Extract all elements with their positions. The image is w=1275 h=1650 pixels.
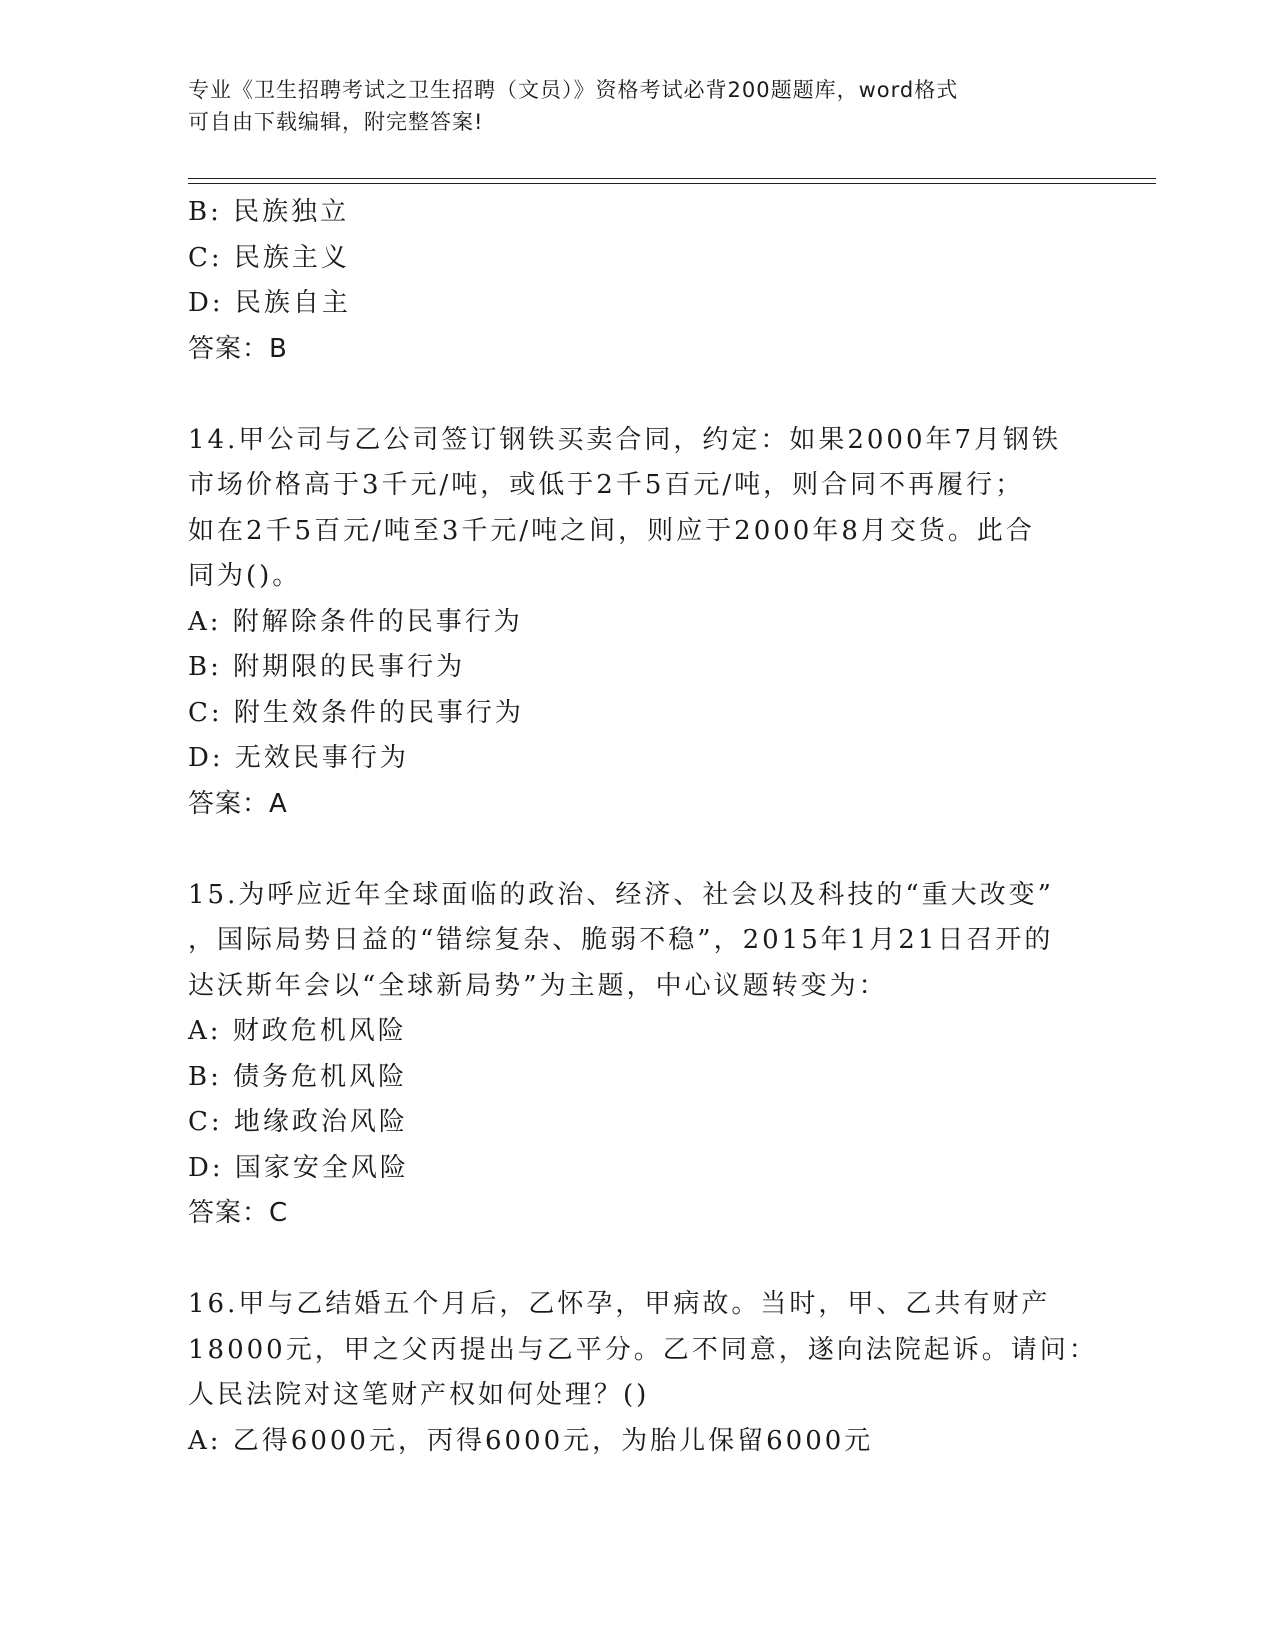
question-text-line: ，国际局势日益的“错综复杂、脆弱不稳”，2015年1月21日召开的	[188, 925, 1054, 955]
header-divider-top	[188, 178, 1156, 179]
question-text-line: 14.甲公司与乙公司签订钢铁买卖合同，约定：如果2000年7月钢铁	[188, 424, 1062, 455]
header-title-line-2: 可自由下载编辑，附完整答案!	[188, 110, 484, 134]
option-d: D: 无效民事行为	[188, 743, 409, 773]
answer-line: 答案：B	[188, 333, 288, 364]
question-list	[188, 190, 1098, 1464]
option-c: C: 地缘政治风险	[188, 1107, 408, 1137]
option-c: C: 附生效条件的民事行为	[188, 697, 524, 728]
question-text-line: 市场价格高于3千元/吨，或低于2千5百元/吨，则合同不再履行；	[188, 470, 1025, 500]
spacer	[188, 372, 1088, 418]
question-text-line: 如在2千5百元/吨至3千元/吨之间，则应于2000年8月交货。此合	[188, 515, 1035, 546]
option-b: B: 民族独立	[188, 197, 350, 227]
option-d: D: 民族自主	[188, 288, 351, 318]
spacer	[188, 1237, 1088, 1283]
answer-line: 答案：A	[188, 788, 288, 819]
header-title-line-1: 专业《卫生招聘考试之卫生招聘（文员）》资格考试必背200题题库，word格式	[188, 78, 959, 102]
option-c: C: 民族主义	[188, 242, 350, 273]
page-header	[188, 74, 1088, 138]
option-b: B: 附期限的民事行为	[188, 652, 466, 682]
question-text-line: 15.为呼应近年全球面临的政治、经济、社会以及科技的“重大改变”	[188, 879, 1054, 910]
option-a: A: 附解除条件的民事行为	[188, 606, 523, 637]
option-a: A: 乙得6000元，丙得6000元，为胎儿保留6000元	[188, 1425, 874, 1456]
option-b: B: 债务危机风险	[188, 1061, 408, 1092]
question-13-tail	[188, 190, 1088, 372]
option-d: D: 国家安全风险	[188, 1152, 409, 1183]
question-14	[188, 418, 1088, 828]
question-text-line: 达沃斯年会以“全球新局势”为主题，中心议题转变为：	[188, 970, 888, 1001]
option-a: A: 财政危机风险	[188, 1016, 407, 1046]
header-divider-bottom	[188, 183, 1156, 184]
answer-line: 答案：C	[188, 1198, 289, 1228]
spacer	[188, 827, 1088, 873]
question-text-line: 18000元，甲之父丙提出与乙平分。乙不同意，遂向法院起诉。请问：	[188, 1334, 1098, 1365]
question-text-line: 16.甲与乙结婚五个月后，乙怀孕，甲病故。当时，甲、乙共有财产	[188, 1289, 1051, 1319]
question-16	[188, 1282, 1098, 1464]
question-text-line: 人民法院对这笔财产权如何处理？()	[188, 1380, 650, 1410]
question-text-line: 同为()。	[188, 561, 302, 591]
question-15	[188, 873, 1088, 1237]
